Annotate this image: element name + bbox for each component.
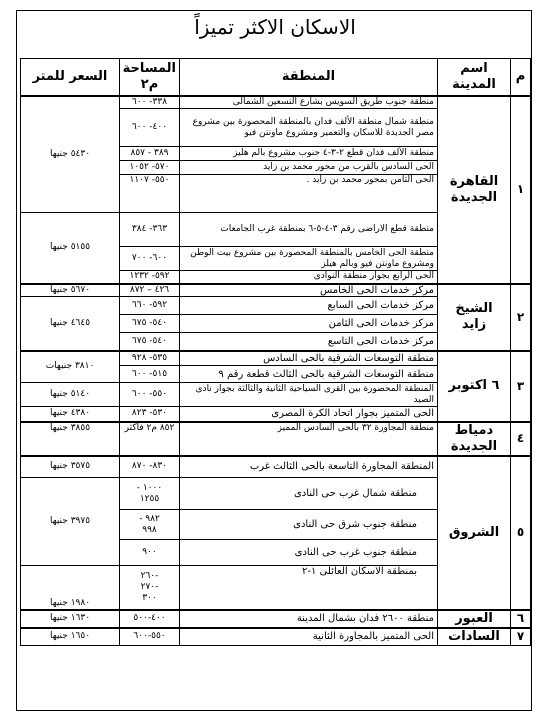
area-cell: الحى المتميز بالمجاورة الثانية xyxy=(180,628,438,646)
header-num: م xyxy=(511,59,531,97)
city-name: السادات xyxy=(438,628,511,646)
table-row xyxy=(21,610,531,628)
size-cell: ٥٣٠- ٨٢٣ xyxy=(120,407,180,422)
size-cell: ٨٥٢ م٢ فاكثر xyxy=(120,422,180,456)
row-number: ٧ xyxy=(511,628,531,646)
size-cell: ٤٢٦ – ٨٧٢ xyxy=(120,284,180,297)
area-cell: منطقة قطع الاراضى رقم ٣-٤-٥-٦ بمنطقة غرب الجامعات xyxy=(180,213,438,247)
table-row xyxy=(21,456,531,478)
area-cell: منطقة جنوب طريق السويس بشارع التسعين الشمالى xyxy=(180,96,438,109)
city-name: الشيخ زايد xyxy=(438,284,511,351)
size-cell: ٥٣٥- ٩٢٨ xyxy=(120,351,180,366)
size-cell: ١٠٠٠ - ١٢٥٥ xyxy=(120,478,180,510)
size-cell: ٣٣٨- ٦٠٠ xyxy=(120,96,180,109)
area-cell: مركز خدمات الحى التاسع xyxy=(180,333,438,351)
area-cell: منطقة جنوب شرق حى النادى xyxy=(180,510,438,540)
price-cell: ١٦٣٠ جنيها xyxy=(21,610,120,628)
price-cell: ٤٦٤٥ جنيها xyxy=(21,297,120,351)
area-cell: منطقة التوسعات الشرقية بالحى الثالث قطعة رقم ٩ xyxy=(180,366,438,383)
row-number: ٤ xyxy=(511,422,531,456)
price-cell: ١٦٥٠ جنيها xyxy=(21,628,120,646)
area-cell: منطقة التوسعات الشرقية بالحى السادس xyxy=(180,351,438,366)
price-cell: ٥٤٣٠ جنيها xyxy=(21,96,120,213)
area-cell: مركز خدمات الحى الخامس xyxy=(180,284,438,297)
price-cell: ٣٥٧٥ جنيها xyxy=(21,456,120,478)
row-number: ٦ xyxy=(511,610,531,628)
price-cell: ١٩٨٠ جنيها xyxy=(21,566,120,610)
table-row xyxy=(21,96,531,109)
price-cell: ٣٨٥٥ جنيها xyxy=(21,422,120,456)
area-cell: منطقة الحى الخامس بالمنطقة المحصورة بين مشروع بيت الوطن ومشروع ماونتن فيو وبالم هيلز xyxy=(180,247,438,271)
area-cell: منطقة المجاورة ٣٢ بالحى السادس المميز xyxy=(180,422,438,456)
area-cell: مركز خدمات الحى السابع xyxy=(180,297,438,315)
row-number: ٣ xyxy=(511,351,531,422)
city-name: القاهرة الجديدة xyxy=(438,96,511,284)
area-cell: الحى الثامن بمحور محمد بن زايد . xyxy=(180,175,438,213)
area-cell: مركز خدمات الحى الثامن xyxy=(180,315,438,333)
header-area: المنطقة xyxy=(180,59,438,97)
size-cell: ٩٠٠ xyxy=(120,540,180,566)
size-cell: ٥٥٠- ٦٠٠ xyxy=(120,383,180,407)
area-cell: الحى الرابع بجوار منطقة النوادى xyxy=(180,271,438,284)
city-name: دمياط الجديدة xyxy=(438,422,511,456)
area-cell: المنطقة المحصورة بين القرى السياحية الثانية والثالثة بجوار نادى الصيد xyxy=(180,383,438,407)
area-cell: منطقة شمال منطقة الألف فدان بالمنطقة المحصورة بين مشروع مصر الجديدة للاسكان والتعمير ومشروع ماونتن فيو xyxy=(180,109,438,147)
size-cell: ٨٣٠- ٨٧٠ xyxy=(120,456,180,478)
city-name: ٦ اكتوبر xyxy=(438,351,511,422)
area-cell: بمنطقة الاسكان العائلى ١-٢ xyxy=(180,566,438,610)
area-cell: منطقة جنوب غرب حى النادى xyxy=(180,540,438,566)
row-number: ٢ xyxy=(511,284,531,351)
row-number: ١ xyxy=(511,96,531,284)
city-name: العبور xyxy=(438,610,511,628)
size-cell: ٥٧٠- ١٠٥٢ xyxy=(120,161,180,175)
price-cell: ٥١٥٥ جنيها xyxy=(21,213,120,284)
header-row xyxy=(21,59,531,97)
area-cell: المنطقة المجاورة التاسعة بالحى الثالث غرب xyxy=(180,456,438,478)
price-cell: ٥١٤٠ جنيها xyxy=(21,383,120,407)
header-price: السعر للمتر xyxy=(21,59,120,97)
area-cell: الحى المتميز بجوار اتحاد الكرة المصرى xyxy=(180,407,438,422)
table-row xyxy=(21,284,531,297)
size-cell: ٣٦٣- ٣٨٤ xyxy=(120,213,180,247)
size-cell: ٥٤٠- ٦٧٥ xyxy=(120,333,180,351)
price-cell: ٣٩٧٥ جنيها xyxy=(21,478,120,566)
header-city: اسم المدينة xyxy=(438,59,511,97)
size-cell: ٥٤٠- ٦٧٥ xyxy=(120,315,180,333)
city-name: الشروق xyxy=(438,456,511,610)
area-cell: الحى السادس بالقرب من محور محمد بن زايد xyxy=(180,161,438,175)
housing-table xyxy=(20,58,531,646)
price-cell: ٥٦٧٠ جنيها xyxy=(21,284,120,297)
price-cell: ٤٣٨٠ جنيها xyxy=(21,407,120,422)
size-cell: ٦٠٠- ٧٠٠ xyxy=(120,247,180,271)
size-cell: ٤٠٠- ٦٠٠ xyxy=(120,109,180,147)
price-cell: ٣٨١٠ جنيهات xyxy=(21,351,120,383)
size-cell: ٥٥٠- ١١٠٧ xyxy=(120,175,180,213)
area-cell: منطقة ٢٦٠٠ فدان بشمال المدينة xyxy=(180,610,438,628)
size-cell: ٥٩٢- ١٢٣٢ xyxy=(120,271,180,284)
size-cell: ٥٥٠-٦٠٠ xyxy=(120,628,180,646)
row-number: ٥ xyxy=(511,456,531,610)
area-cell: منطقة شمال غرب حى النادى xyxy=(180,478,438,510)
size-cell: ٥٩٢- ٦٦٠ xyxy=(120,297,180,315)
header-size: المساحة م٢ xyxy=(120,59,180,97)
size-cell: ٣٨٩ - ٨٥٧ xyxy=(120,147,180,161)
table-row xyxy=(21,628,531,646)
size-cell: ٩٨٢ - ٩٩٨ xyxy=(120,510,180,540)
page-title: الاسكان الاكثر تميزاً xyxy=(194,15,356,39)
size-cell: ٤٠٠-٥٠٠ xyxy=(120,610,180,628)
size-cell: ٥١٥- ٦٠٠ xyxy=(120,366,180,383)
size-cell: -٢٦٠ -٢٧٠ ٣٠٠ xyxy=(120,566,180,610)
table-row xyxy=(21,422,531,456)
area-cell: منطقة الألف فدان قطع ٢-٣-٤ جنوب مشروع بالم هليز xyxy=(180,147,438,161)
table-row xyxy=(21,351,531,366)
